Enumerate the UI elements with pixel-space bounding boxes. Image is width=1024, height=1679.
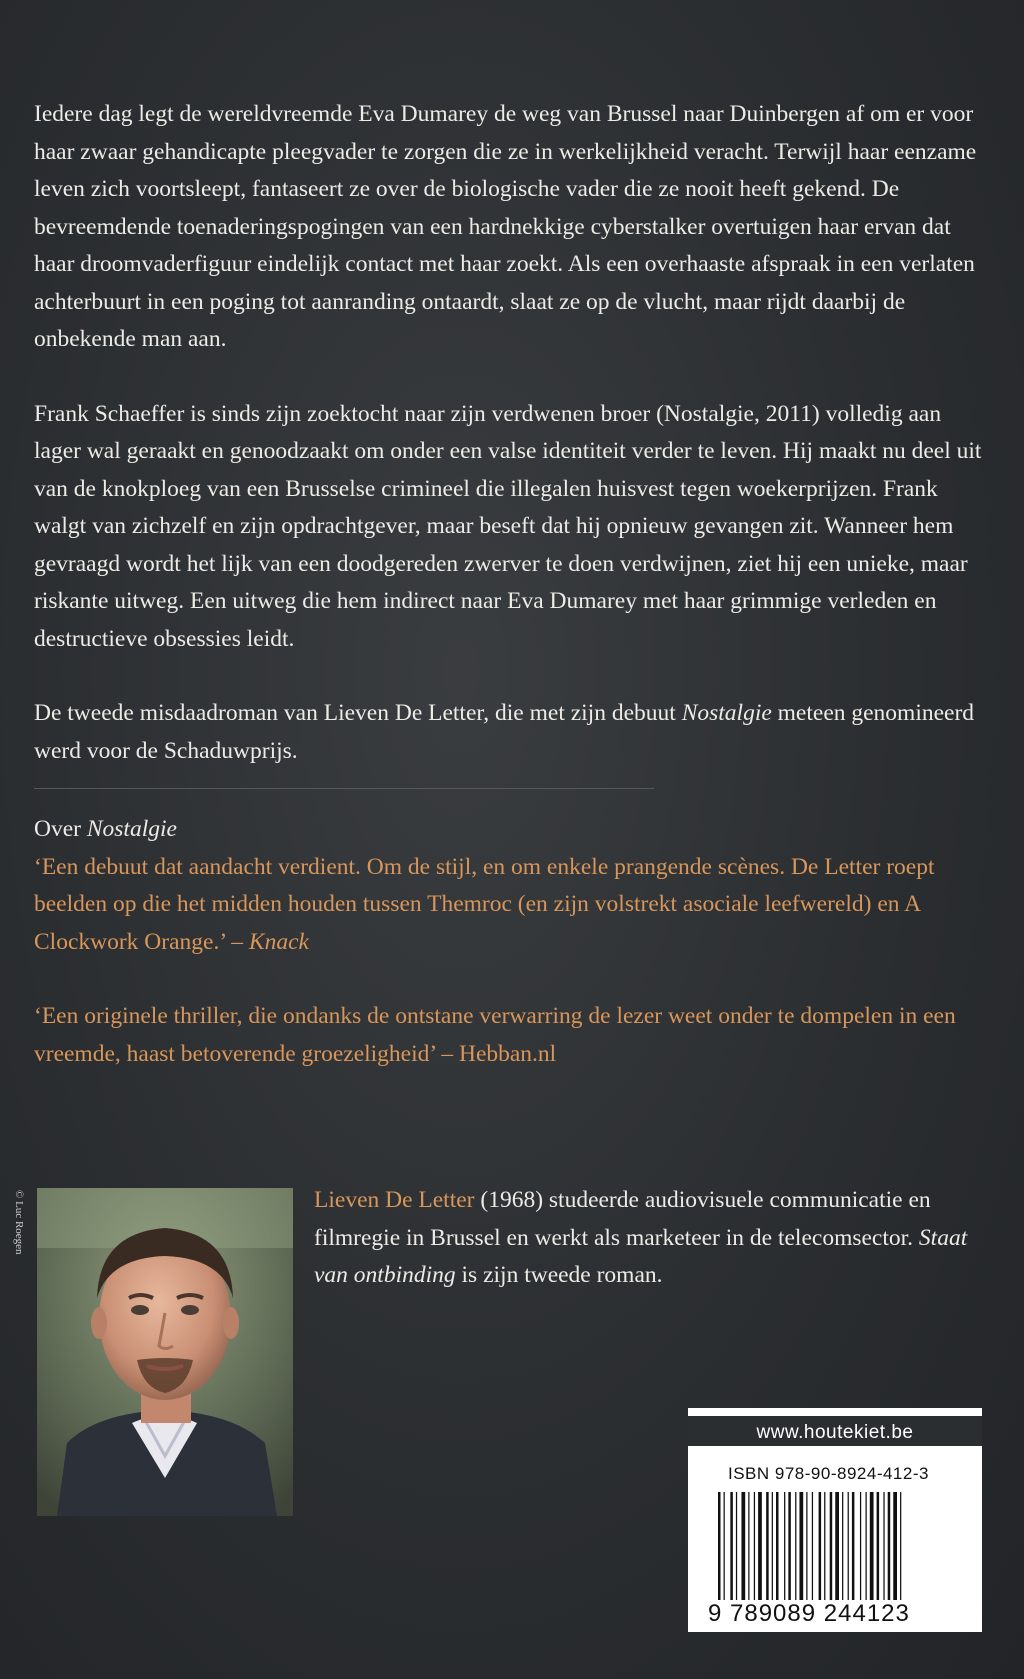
blurb-paragraph-1: Iedere dag legt de wereldvreemde Eva Dumarey de weg van Brussel naar Duinbergen af om er voor haar zwaar gehandicapte pleegvader te zorgen die ze in werkelijkheid veracht. Terwijl haar eenzame leven zich voortsleept, fantaseert ze over de biologische vader die ze nooit heeft gekend. De bevreemdende toenaderingspogingen van een hardnekkige cyberstalker overtuigen haar ervan dat haar droomvaderfiguur eindelijk contact met haar zoekt. Als een overhaaste afspraak in een verlaten achterbuurt in een poging tot aanranding ontaardt, slaat ze op de vlucht, maar rijdt daarbij de onbekende man aan. [34, 101, 977, 352]
author-name: Lieven De Letter [314, 1187, 475, 1213]
barcode-box [688, 1408, 982, 1632]
blurb [34, 96, 984, 1110]
blurb-paragraph-2: Frank Schaeffer is sinds zijn zoektocht naar zijn verdwenen broer (Nostalgie, 2011) volledig aan lager wal geraakt en genoodzaakt om onder een valse identiteit verder te leven. Hij maakt nu deel uit van de knokploeg van een Brusselse crimineel die illegalen huisvest tegen woekerprijzen. Frank walgt van zichzelf en zijn opdrachtgever, maar beseft dat hij opnieuw gevangen zit. Wanneer hem gevraagd wordt het lijk van een doodgereden zwerver te doen verdwijnen, ziet hij een unieke, maar riskante uitweg. Een uitweg die hem indirect naar Eva Dumarey met haar grimmige verleden en destructieve obsessies leidt. [34, 400, 982, 652]
author-bio-part-2: is zijn tweede roman. [455, 1262, 663, 1288]
reviews-heading-prefix: Over [34, 816, 87, 842]
debut-title: Nostalgie [681, 700, 772, 726]
ean-number: 9 789089 244123 [708, 1600, 978, 1628]
review-quote-1-text: ‘Een debuut dat aandacht verdient. Om de stijl, en om enkele prangende scènes. De Letter roept beelden op die het midden houden tussen Themroc (en zijn volstrekt asociale leefwereld) en A Clockwork Orange.’ – [34, 853, 935, 955]
reviews-heading [34, 811, 984, 849]
blurb-p3-start: De tweede misdaadroman van Lieven De Letter, die met zijn debuut [34, 700, 682, 726]
author-bio-part-1: (1968) studeerde audiovisuele communicatie en filmregie in Brussel en werkt als marketeer in de telecomsector. [314, 1187, 931, 1251]
reviews-heading-title: Nostalgie [86, 816, 177, 842]
isbn-label: ISBN 978-90-8924-412-3 [728, 1464, 929, 1483]
author-photo [37, 1188, 293, 1516]
review-quote-1-source: Knack [248, 928, 309, 955]
author-bio [314, 1182, 989, 1295]
blurb-paragraph-3 [34, 695, 984, 770]
publisher-url: www.houtekiet.be [756, 1422, 914, 1443]
barcode-bars-icon [716, 1492, 966, 1610]
book-title: Staat van ontbinding [314, 1224, 968, 1288]
photo-credit: © Luc Roegen [13, 1190, 25, 1255]
publisher-url-strip [688, 1408, 982, 1446]
divider [34, 788, 654, 789]
blurb-p3-end: meteen genomineerd werd voor de Schaduwprijs. [34, 700, 975, 764]
review-quote-1 [34, 849, 984, 962]
author-portrait-image [37, 1188, 293, 1516]
review-quote-2: ‘Een originele thriller, die ondanks de ontstane verwarring de lezer weet onder te dompelen in een vreemde, haast betoverende groezeligheid’ – Hebban.nl [34, 1003, 956, 1067]
